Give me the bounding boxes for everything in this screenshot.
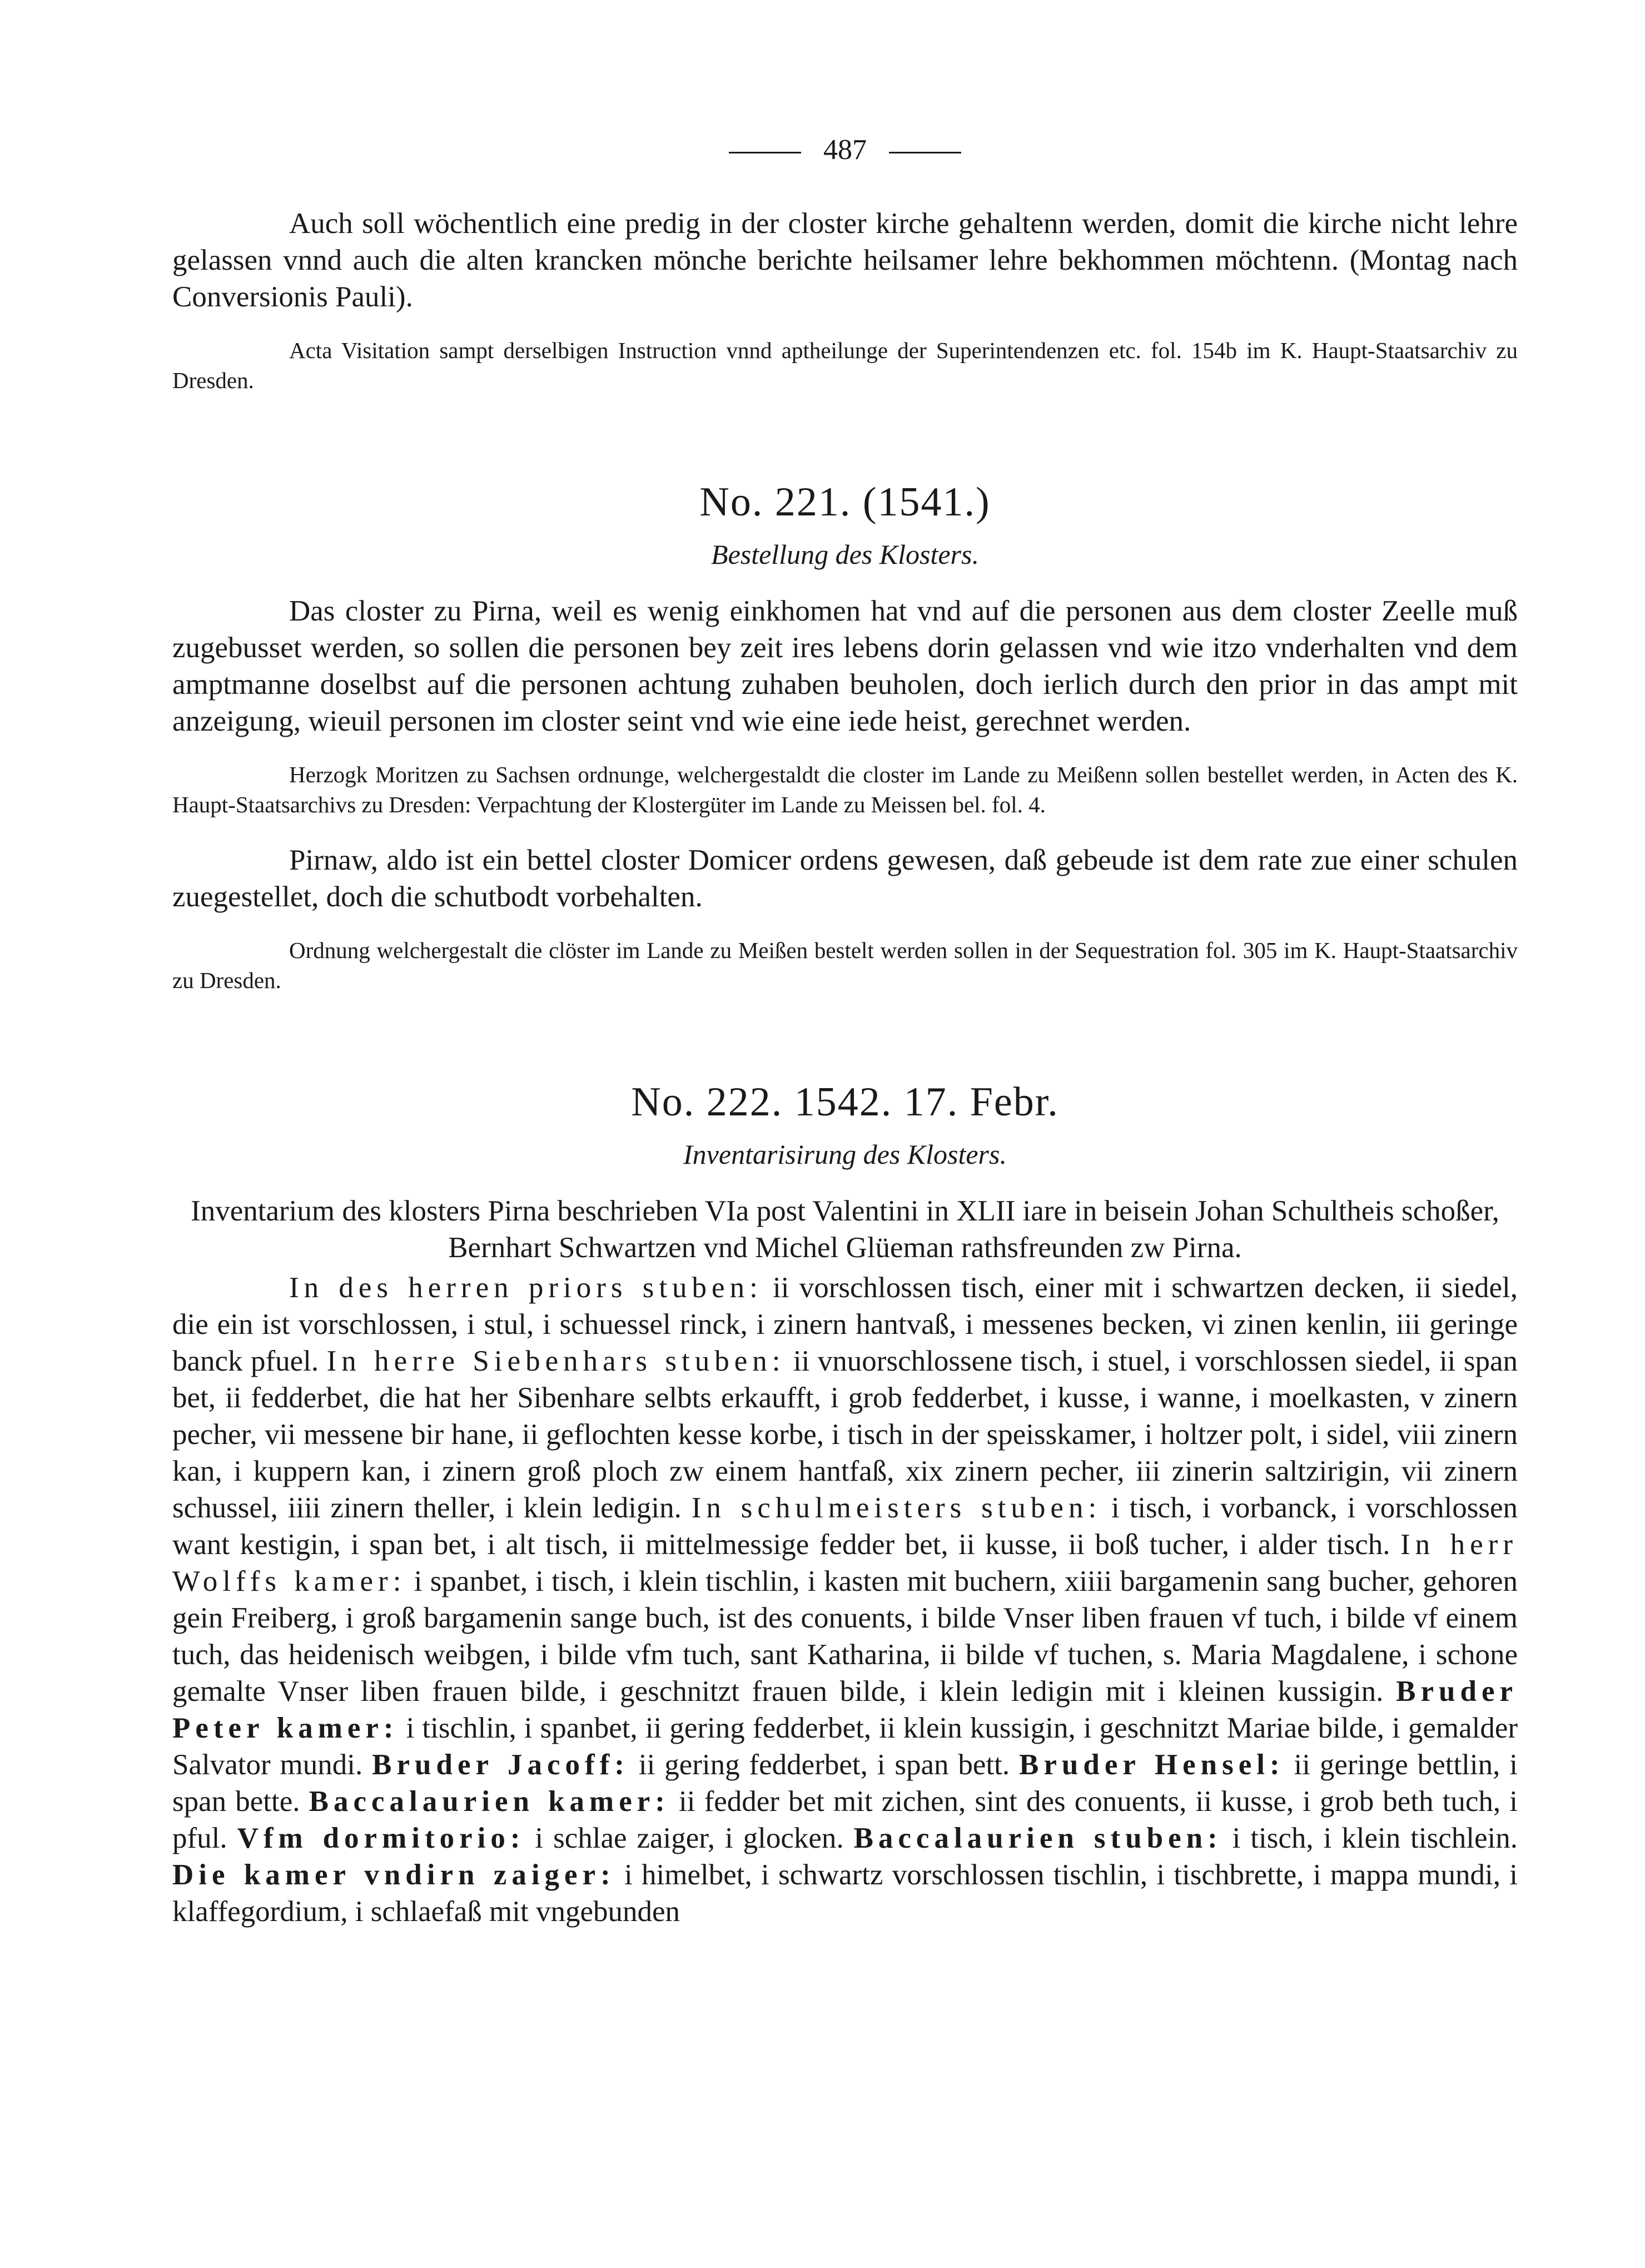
source-note: Acta Visitation sampt derselbigen Instruction vnnd aptheilunge der Superintendenzen etc. fol. 154b im K. Haupt-Staatsarchiv zu Dresden. [172, 338, 1518, 393]
room-heading: Die kamer vndirn zaiger: [172, 1859, 615, 1891]
inventory-items: i himelbet, i schwartz vorschlossen tischlin, i tischbrette, i mappa mundi, i klaffegordium, i schlaefaß mit vngebunden [172, 1859, 1518, 1928]
document-221-part-2 [172, 842, 1518, 995]
body-paragraph: Das closter zu Pirna, weil es wenig einkhomen hat vnd auf die personen aus dem closter Zeelle muß zugebusset werden, so sollen die personen bey zeit ires lebens dorin gelassen vnd wie itzo vnderhalten vnd dem amptmanne doselbst auf die personen achtung zuhaben beuholen, doch ierlich durch den prior in das ampt mit anzeigung, wieuil personen im closter seint vnd wie eine iede heist, gerechnet werden. [172, 595, 1518, 737]
source-note: Herzogk Moritzen zu Sachsen ordnunge, welchergestaldt die closter im Lande zu Meißenn sollen bestellet werden, in Acten des K. Haupt-Staatsarchivs zu Dresden: Verpachtung der Klostergüter im Lande zu Meissen bel. fol. 4. [172, 762, 1518, 817]
source-note: Ordnung welchergestalt die clöster im Lande zu Meißen bestelt werden sollen in der Sequestration fol. 305 im K. Haupt-Staatsarchiv zu Dresden. [172, 937, 1518, 993]
room-heading: Bruder Jacoff: [372, 1749, 629, 1781]
room-heading: Vfm dormitorio: [237, 1822, 525, 1854]
section-closing-paragraph [172, 205, 1518, 395]
inventory-items: ii vnuorschlossene tisch, i stuel, i vorschlossen siedel, ii span bet, ii fedderbet, die hat her Sibenhare selbts erkaufft, i grob fedderbet, i kusse, i wanne, i moelkasten, v zinern pecher, vii messene bir hane, ii geflochten kesse korbe, i tisch in der speisskamer, i holtzer polt, i sidel, viii zinern kan, i kuppern kan, i zinern groß ploch zw einem hantfaß, xix zinern pecher, iii zinerin saltzirigin, vii zinern schussel, iiii zinern theller, i klein ledigin. [172, 1345, 1518, 1524]
folio-rule-left [729, 152, 801, 153]
inventory-items: i tisch, i vorbanck, i vorschlossen want kestigin, i span bet, i alt tisch, ii mittelmessige fedder bet, ii kusse, ii boß tucher, i alder tisch. [172, 1492, 1518, 1561]
document-subtitle: Bestellung des Klosters. [711, 539, 979, 570]
document-heading: No. 221. (1541.) [699, 479, 991, 525]
room-heading: Baccalaurien stuben: [853, 1822, 1222, 1854]
page-number-line [172, 133, 1518, 166]
document-subtitle: Inventarisirung des Klosters. [683, 1139, 1007, 1170]
room-heading: In des herren priors stuben: [289, 1272, 763, 1304]
inventory-text [172, 1269, 1518, 1930]
room-heading: In herre Siebenhars stuben: [326, 1345, 786, 1377]
inventory-intro: Inventarium des klosters Pirna beschrieben VIa post Valentini in XLII iare in beisein Johan Schultheis schoßer, Bernhart Schwartzen vnd Michel Glüeman rathsfreunden zw Pirna. [191, 1195, 1499, 1264]
room-heading: Bruder Peter kamer: [172, 1675, 1518, 1744]
body-paragraph: Pirnaw, aldo ist ein bettel closter Domicer ordens gewesen, daß gebeude ist dem rate zue einer schulen zuegestellet, doch die schutbodt vorbehalten. [172, 844, 1518, 913]
body-paragraph: Auch soll wöchentlich eine predig in der closter kirche gehaltenn werden, domit die kirche nicht lehre gelassen vnnd auch die alten krancken mönche berichte heilsamer lehre bekhommen möchtenn. (Montag nach Conversionis Pauli). [172, 207, 1518, 313]
folio-rule-right [889, 152, 961, 153]
document-221-part-1 [172, 593, 1518, 820]
inventory-items: i schlae zaiger, i glocken. [525, 1822, 854, 1854]
inventory-items: ii geringe bettlin, i span bette. [172, 1749, 1518, 1818]
inventory-items: ii gering fedderbet, i span bett. [629, 1749, 1020, 1781]
document-heading: No. 222. 1542. 17. Febr. [631, 1079, 1059, 1125]
inventory-items: ii fedder bet mit zichen, sint des conuents, ii kusse, i grob beth tuch, i pful. [172, 1785, 1518, 1854]
document-222 [172, 1079, 1518, 1930]
inventory-items: ii vorschlossen tisch, einer mit i schwartzen decken, ii siedel, die ein ist vorschlossen, i stul, i schuessel rinck, i zinern hantvaß, i messenes becken, vi zinen kenlin, iii geringe banck pfuel. [172, 1272, 1518, 1377]
room-heading: In schulmeisters stuben: [691, 1492, 1102, 1524]
page-number: 487 [823, 134, 867, 166]
inventory-items: i tisch, i klein tischlein. [1222, 1822, 1518, 1854]
room-heading: Baccalaurien kamer: [309, 1785, 670, 1818]
room-heading: In herr Wolffs kamer: [172, 1528, 1518, 1597]
room-heading: Bruder Hensel: [1019, 1749, 1285, 1781]
inventory-items: i tischlin, i spanbet, ii gering fedderbet, ii klein kussigin, i geschnitzt Mariae bilde, i gemalder Salvator mundi. [172, 1712, 1518, 1781]
inventory-items: i spanbet, i tisch, i klein tischlin, i kasten mit buchern, xiiii bargamenin sang bucher, gehoren gein Freiberg, i groß bargamenin sange buch, ist des conuents, i bilde Vnser liben frauen vf tuch, i bilde vf einem tuch, das heidenisch weibgen, i bilde vfm tuch, sant Katharina, ii bilde vf tuchen, s. Maria Magdalene, i schone gemalte Vnser liben frauen bilde, i geschnitzt frauen bilde, i klein ledigin mit i kleinen kussigin. [172, 1565, 1518, 1708]
page [172, 133, 1518, 1930]
document-221 [172, 479, 1518, 995]
